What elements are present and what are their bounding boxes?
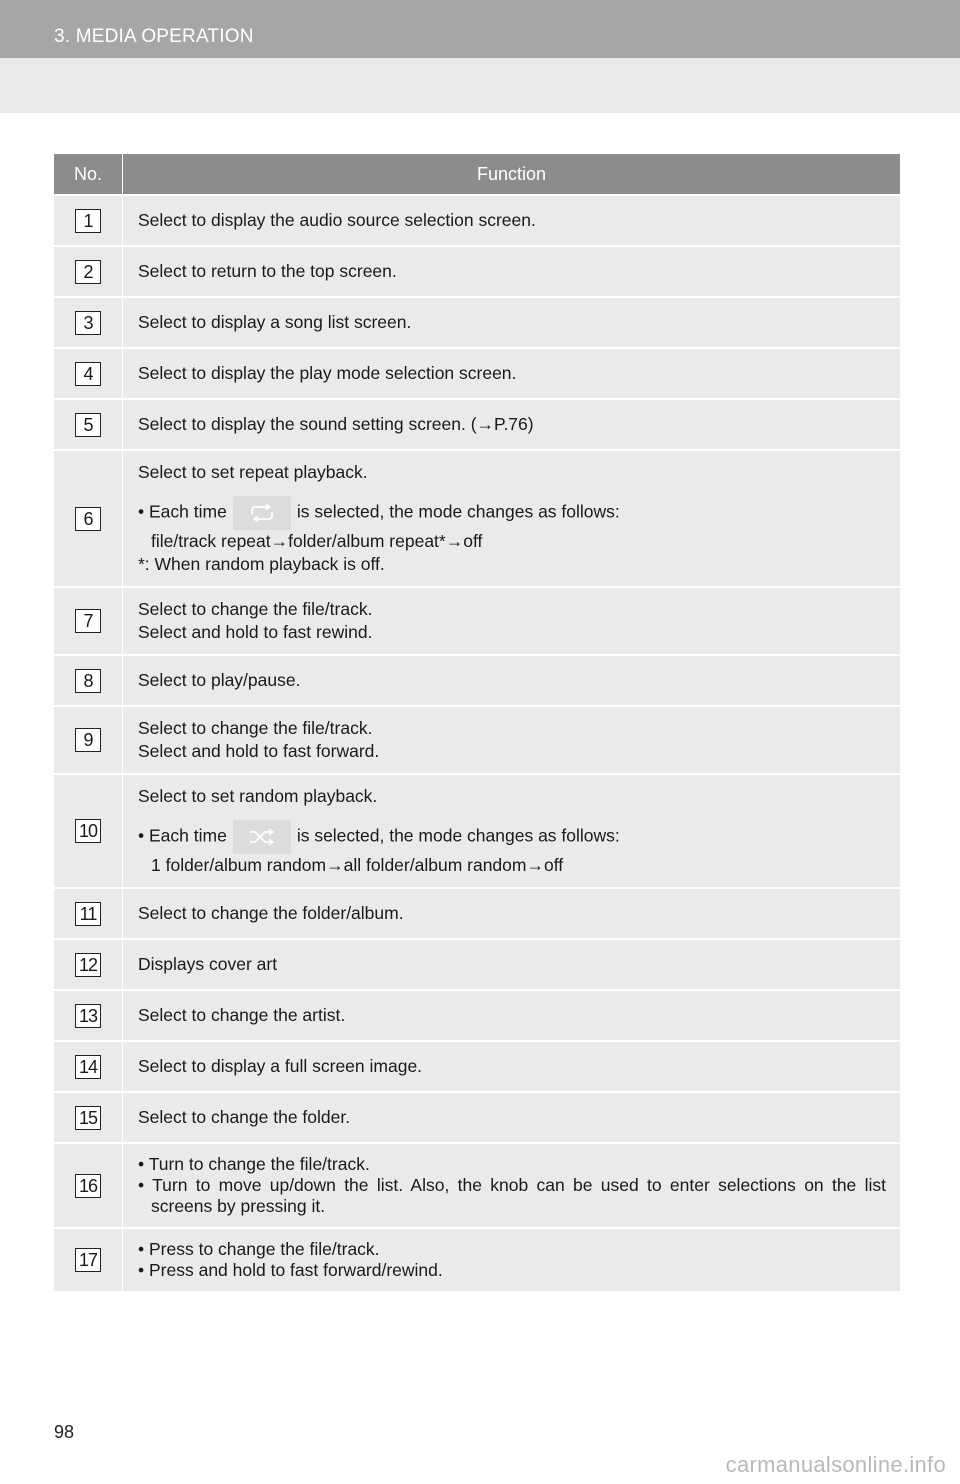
number-badge: 17 [75,1248,101,1272]
function-text: Select to return to the top screen. [123,246,901,297]
number-badge: 14 [75,1055,101,1079]
table-row [54,1092,900,1143]
table-row [54,1041,900,1092]
repeat-icon [247,503,277,523]
function-text: Select to play/pause. [123,655,901,706]
table-row [54,246,900,297]
bullet-line: • Each time is selected, the mode changes as follows: [138,496,886,530]
bullet-line: • Turn to move up/down the list. Also, the knob can be used to enter selections on the list screens by pressing it. [138,1175,886,1216]
number-badge: 9 [75,728,101,752]
footnote: *: When random playback is off. [138,554,385,574]
function-table [54,154,900,1291]
watermark: carmanualsonline.info [725,1452,946,1477]
function-text: Select to display a full screen image. [123,1041,901,1092]
function-text: Select to display the sound setting screen. (→P.76) [123,399,901,450]
function-text: Select to change the folder/album. [123,888,901,939]
table-row [54,195,900,246]
section-title: 3. MEDIA OPERATION [54,26,254,47]
number-badge: 5 [75,413,101,437]
function-text: Select to display the audio source selection screen. [123,195,901,246]
number-badge: 16 [75,1174,101,1198]
column-header-no: No. [54,154,123,195]
table-row [54,348,900,399]
page-number: 98 [54,1422,75,1442]
shuffle-button-illustration [233,820,291,854]
shuffle-icon [247,827,277,847]
bullet-line: • Press and hold to fast forward/rewind. [138,1260,443,1280]
bullet-line: • Each time is selected, the mode changes as follows: [138,820,886,854]
table-row [54,655,900,706]
number-badge: 1 [75,209,101,233]
number-badge: 11 [75,902,101,926]
mode-sequence: 1 folder/album random→all folder/album random→off [151,855,564,875]
number-badge: 4 [75,362,101,386]
function-text: Select to change the file/track. [138,718,373,738]
function-text: Select to display a song list screen. [123,297,901,348]
function-text: Select to display the play mode selection screen. [123,348,901,399]
number-badge: 13 [75,1004,101,1028]
section-subheader-band [0,58,960,113]
table-row [54,450,900,587]
function-text: Select to change the folder. [123,1092,901,1143]
table-row [54,1143,900,1228]
table-row [54,587,900,655]
number-badge: 7 [75,609,101,633]
bullet-line: • Turn to change the file/track. [138,1154,370,1174]
number-badge: 10 [75,819,101,843]
function-text: Displays cover art [123,939,901,990]
function-text: Select to change the file/track. [138,599,373,619]
table-header-row [54,154,900,195]
function-intro: Select to set repeat playback. [138,462,368,482]
function-text: Select and hold to fast forward. [138,741,380,761]
number-badge: 6 [75,507,101,531]
number-badge: 15 [75,1106,101,1130]
number-badge: 8 [75,669,101,693]
number-badge: 2 [75,260,101,284]
table-row [54,399,900,450]
table-row [54,939,900,990]
number-badge: 3 [75,311,101,335]
bullet-line: • Press to change the file/track. [138,1239,380,1259]
table-row [54,774,900,888]
column-header-function: Function [123,154,901,195]
table-row [54,1228,900,1291]
function-intro: Select to set random playback. [138,786,378,806]
table-row [54,706,900,774]
repeat-button-illustration [233,496,291,530]
section-header-bar [0,0,960,58]
mode-sequence: file/track repeat→folder/album repeat*→off [151,531,483,551]
table-row [54,297,900,348]
table-row [54,990,900,1041]
function-text: Select to change the artist. [123,990,901,1041]
function-text: Select and hold to fast rewind. [138,622,373,642]
table-row [54,888,900,939]
number-badge: 12 [75,953,101,977]
